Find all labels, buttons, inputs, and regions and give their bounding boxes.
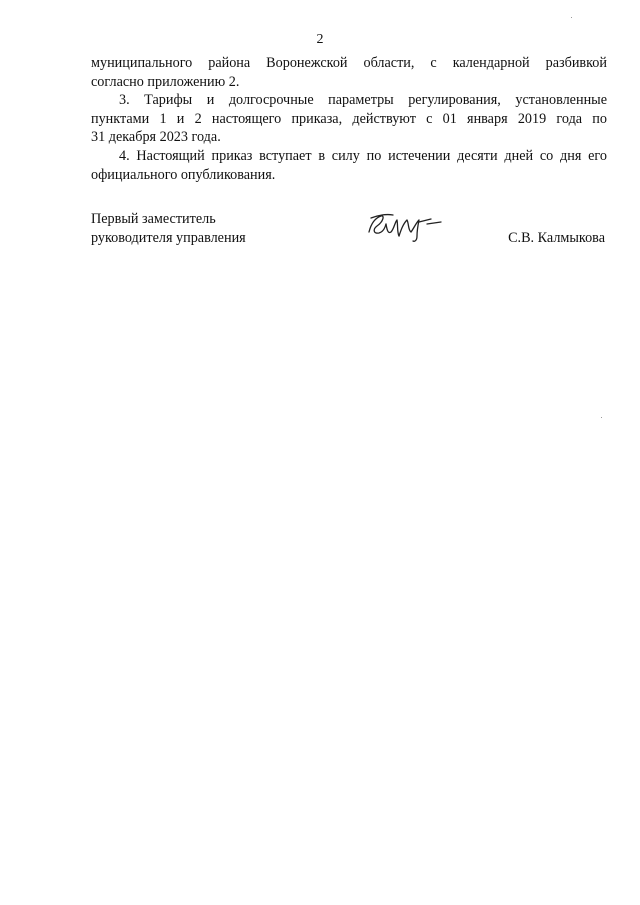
handwritten-signature-icon (361, 206, 451, 246)
signature-block (91, 210, 607, 247)
signatory-title-line: Первый заместитель (91, 211, 216, 227)
signatory-title-line: руководителя управления (91, 229, 246, 246)
paragraph-continuation (91, 54, 607, 91)
paragraph-clause-4 (91, 147, 607, 184)
text-line: 4. Настоящий приказ вступает в силу по истечении десяти дней со дня его (119, 147, 607, 164)
paragraph-clause-3 (91, 91, 607, 147)
signatory-name: С.В. Калмыкова (508, 230, 605, 246)
text-line: 31 декабря 2023 года. (91, 129, 221, 146)
scan-speck (571, 17, 572, 18)
scan-speck (601, 417, 602, 418)
page-number: 2 (316, 32, 324, 47)
text-line: согласно приложению 2. (91, 73, 240, 90)
text-line: официального опубликования. (91, 166, 276, 183)
text-line: 3. Тарифы и долгосрочные параметры регулирования, установленные (119, 92, 607, 109)
text-line: пунктами 1 и 2 настоящего приказа, действуют с 01 января 2019 года по (91, 110, 607, 127)
document-body (91, 54, 607, 184)
text-line: муниципального района Воронежской области, с календарной разбивкой (91, 55, 607, 71)
